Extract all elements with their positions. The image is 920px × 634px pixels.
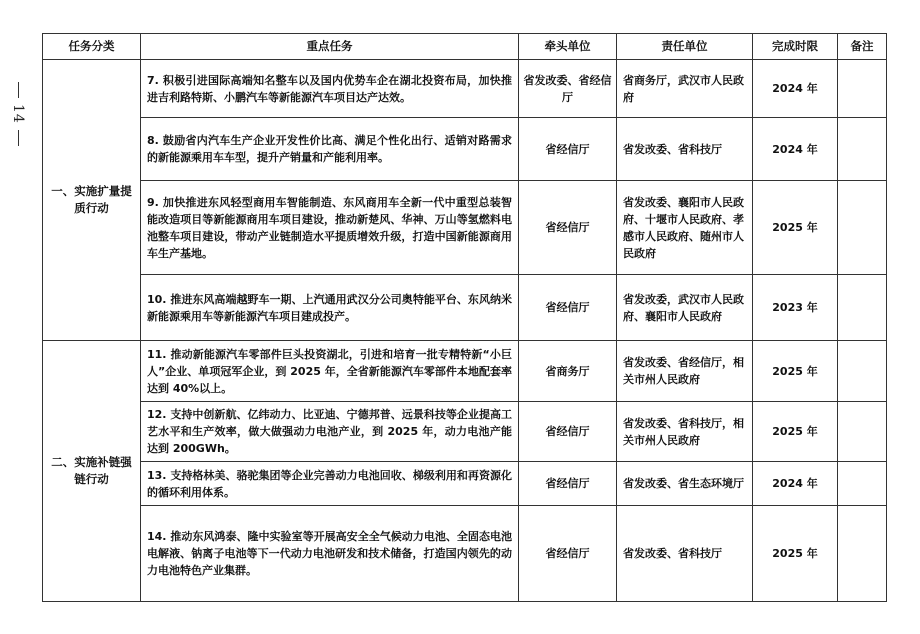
task-cell: 8. 鼓励省内汽车生产企业开发性价比高、满足个性化出行、适销对路需求的新能源乘用车车型，提升产销量和产能利用率。 [141, 118, 519, 181]
page-number-dash-bottom [18, 130, 19, 146]
task-table [42, 33, 887, 602]
task-cell: 12. 支持中创新航、亿纬动力、比亚迪、宁德邦普、远景科技等企业提高工艺水平和生产效率，做大做强动力电池产业，到 2025 年，动力电池产能达到 200GWh。 [141, 402, 519, 462]
remarks-cell [838, 275, 887, 341]
page-number-dash-top [18, 82, 19, 98]
table-row [43, 181, 887, 275]
table-row [43, 118, 887, 181]
responsible-unit-cell: 省发改委、省经信厅，相关市州人民政府 [617, 341, 753, 402]
responsible-unit-cell: 省发改委、省科技厅 [617, 118, 753, 181]
task-cell: 11. 推动新能源汽车零部件巨头投资湖北，引进和培育一批专精特新“小巨人”企业、单项冠军企业，到 2025 年，全省新能源汽车零部件本地配套率达到 40%以上。 [141, 341, 519, 402]
header-responsible-unit: 责任单位 [617, 34, 753, 60]
lead-unit-cell: 省经信厅 [519, 462, 617, 506]
responsible-unit-cell: 省发改委、省生态环境厅 [617, 462, 753, 506]
remarks-cell [838, 506, 887, 602]
deadline-cell: 2025 年 [753, 341, 838, 402]
deadline-cell: 2025 年 [753, 402, 838, 462]
remarks-cell [838, 118, 887, 181]
table-row [43, 402, 887, 462]
table-row [43, 506, 887, 602]
deadline-cell: 2024 年 [753, 462, 838, 506]
task-cell: 7. 积极引进国际高端知名整车以及国内优势车企在湖北投资布局，加快推进吉利路特斯、小鹏汽车等新能源汽车项目达产达效。 [141, 60, 519, 118]
responsible-unit-cell: 省发改委、省科技厅，相关市州人民政府 [617, 402, 753, 462]
task-cell: 10. 推进东风高端越野车一期、上汽通用武汉分公司奥特能平台、东风纳米新能源乘用车等新能源汽车项目建成投产。 [141, 275, 519, 341]
deadline-cell: 2024 年 [753, 118, 838, 181]
remarks-cell [838, 60, 887, 118]
lead-unit-cell: 省经信厅 [519, 402, 617, 462]
task-cell: 13. 支持格林美、骆驼集团等企业完善动力电池回收、梯级利用和再资源化的循环利用体系。 [141, 462, 519, 506]
header-category: 任务分类 [43, 34, 141, 60]
category-cell: 二、实施补链强链行动 [43, 341, 141, 602]
deadline-cell: 2025 年 [753, 181, 838, 275]
task-cell: 9. 加快推进东风轻型商用车智能制造、东风商用车全新一代中重型总装智能改造项目等新能源商用车项目建设，推动新楚风、华神、万山等氢燃料电池整车项目建设，带动产业链制造水平提质增效升级，打造中国新能源商用车生产基地。 [141, 181, 519, 275]
lead-unit-cell: 省发改委、省经信厅 [519, 60, 617, 118]
responsible-unit-cell: 省发改委、襄阳市人民政府、十堰市人民政府、孝感市人民政府、随州市人民政府 [617, 181, 753, 275]
category-cell: 一、实施扩量提质行动 [43, 60, 141, 341]
page-number-text: 14 [10, 104, 26, 124]
table-header-row [43, 34, 887, 60]
remarks-cell [838, 181, 887, 275]
page-number [6, 80, 30, 148]
deadline-cell: 2025 年 [753, 506, 838, 602]
responsible-unit-cell: 省发改委、省科技厅 [617, 506, 753, 602]
lead-unit-cell: 省商务厅 [519, 341, 617, 402]
header-remarks: 备注 [838, 34, 887, 60]
header-deadline: 完成时限 [753, 34, 838, 60]
remarks-cell [838, 402, 887, 462]
lead-unit-cell: 省经信厅 [519, 506, 617, 602]
lead-unit-cell: 省经信厅 [519, 275, 617, 341]
table-row [43, 275, 887, 341]
remarks-cell [838, 341, 887, 402]
task-cell: 14. 推动东风鸿泰、隆中实验室等开展高安全全气候动力电池、全固态电池电解液、钠离子电池等下一代动力电池研发和技术储备，打造国内领先的动力电池特色产业集群。 [141, 506, 519, 602]
table-row [43, 462, 887, 506]
header-lead-unit: 牵头单位 [519, 34, 617, 60]
remarks-cell [838, 462, 887, 506]
lead-unit-cell: 省经信厅 [519, 118, 617, 181]
responsible-unit-cell: 省发改委，武汉市人民政府、襄阳市人民政府 [617, 275, 753, 341]
lead-unit-cell: 省经信厅 [519, 181, 617, 275]
deadline-cell: 2024 年 [753, 60, 838, 118]
responsible-unit-cell: 省商务厅，武汉市人民政府 [617, 60, 753, 118]
table-row [43, 341, 887, 402]
header-task: 重点任务 [141, 34, 519, 60]
deadline-cell: 2023 年 [753, 275, 838, 341]
table-row [43, 60, 887, 118]
